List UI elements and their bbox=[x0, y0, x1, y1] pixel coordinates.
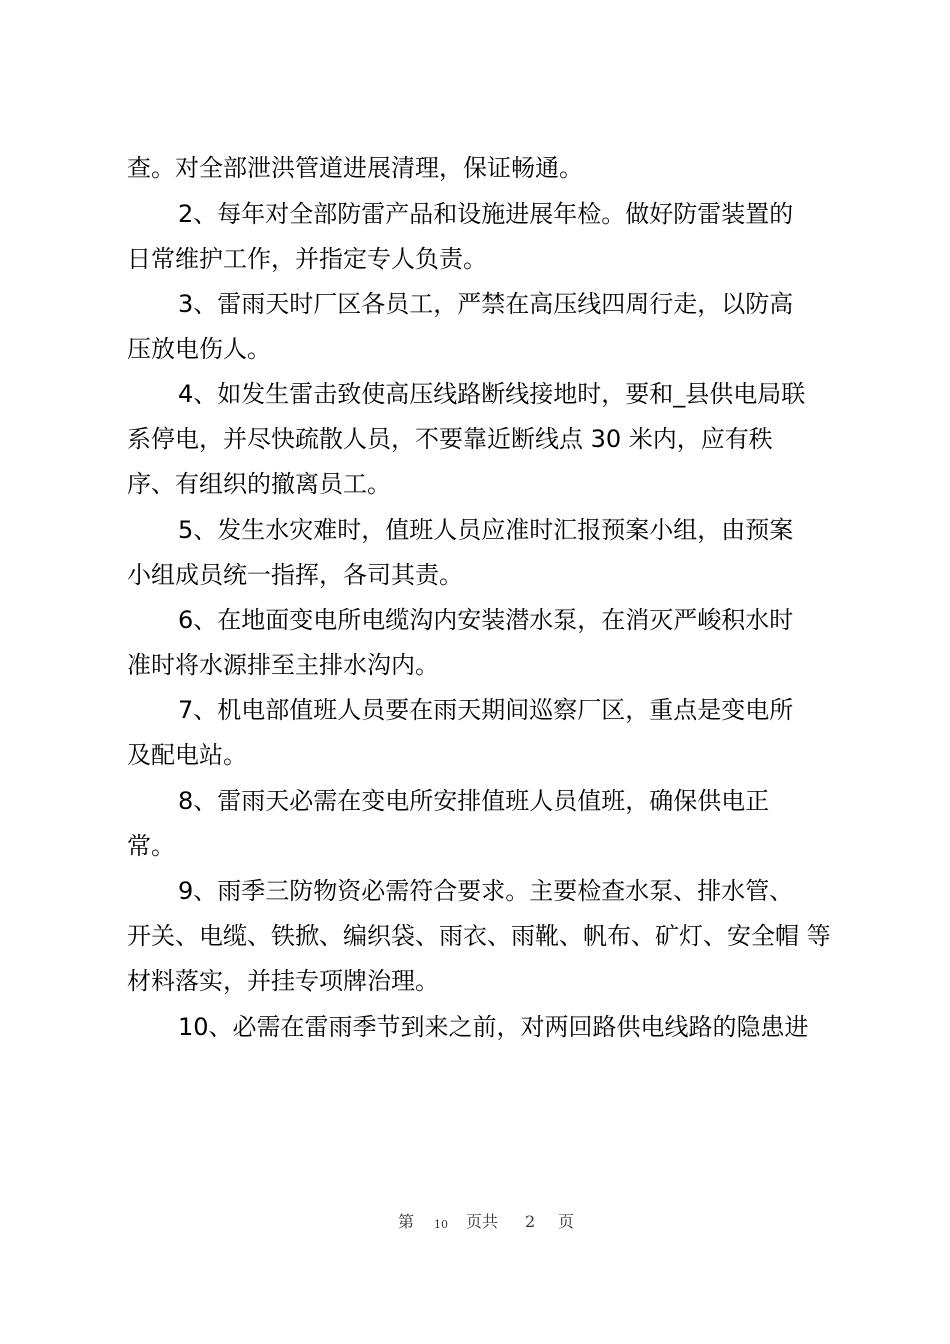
footer-di: 第 bbox=[398, 1212, 415, 1231]
paragraph-3-line-1: 3、雷雨天时厂区各员工，严禁在高压线四周行走，以防高 bbox=[178, 290, 794, 318]
text-line: 及配电站。 bbox=[127, 741, 247, 769]
footer-ye: 页 bbox=[558, 1212, 575, 1231]
footer-ye-gong: 页共 bbox=[466, 1212, 499, 1231]
paragraph-2-line-1: 2、每年对全部防雷产品和设施进展年检。做好防雷装置的 bbox=[178, 200, 794, 228]
paragraph-9-line-1: 9、雨季三防物资必需符合要求。主要检查水泵、排水管、 bbox=[178, 877, 794, 905]
text-line: 材料落实，并挂专项牌治理。 bbox=[127, 967, 439, 995]
text-line: 常。 bbox=[127, 832, 175, 860]
paragraph-7-line-1: 7、机电部值班人员要在雨天期间巡察厂区，重点是变电所 bbox=[178, 696, 794, 724]
paragraph-8-line-1: 8、雷雨天必需在变电所安排值班人员值班，确保供电正 bbox=[178, 787, 770, 815]
paragraph-10-line-1: 10、必需在雷雨季节到来之前，对两回路供电线路的隐患进 bbox=[178, 1013, 809, 1041]
paragraph-5-line-1: 5、发生水灾难时，值班人员应准时汇报预案小组，由预案 bbox=[178, 516, 794, 544]
text-line: 日常维护工作，并指定专人负责。 bbox=[127, 245, 487, 273]
paragraph-4-line-1: 4、如发生雷击致使高压线路断线接地时，要和_县供电局联 bbox=[178, 380, 806, 408]
text-line: 压放电伤人。 bbox=[127, 335, 271, 363]
text-line: 开关、电缆、铁掀、编织袋、雨衣、雨靴、帆布、矿灯、安全帽 等 bbox=[127, 922, 831, 950]
paragraph-6-line-1: 6、在地面变电所电缆沟内安装潜水泵，在消灭严峻积水时 bbox=[178, 606, 794, 634]
text-line: 系停电，并尽快疏散人员，不要靠近断线点 30 米内，应有秩 bbox=[127, 425, 773, 453]
footer-page-number: 10 bbox=[434, 1218, 448, 1231]
text-line: 查。对全部泄洪管道进展清理，保证畅通。 bbox=[127, 154, 583, 182]
text-line: 序、有组织的撤离员工。 bbox=[127, 470, 391, 498]
text-line: 准时将水源排至主排水沟内。 bbox=[127, 651, 439, 679]
footer-total-pages: 2 bbox=[525, 1212, 536, 1231]
text-line: 小组成员统一指挥，各司其责。 bbox=[127, 561, 463, 589]
